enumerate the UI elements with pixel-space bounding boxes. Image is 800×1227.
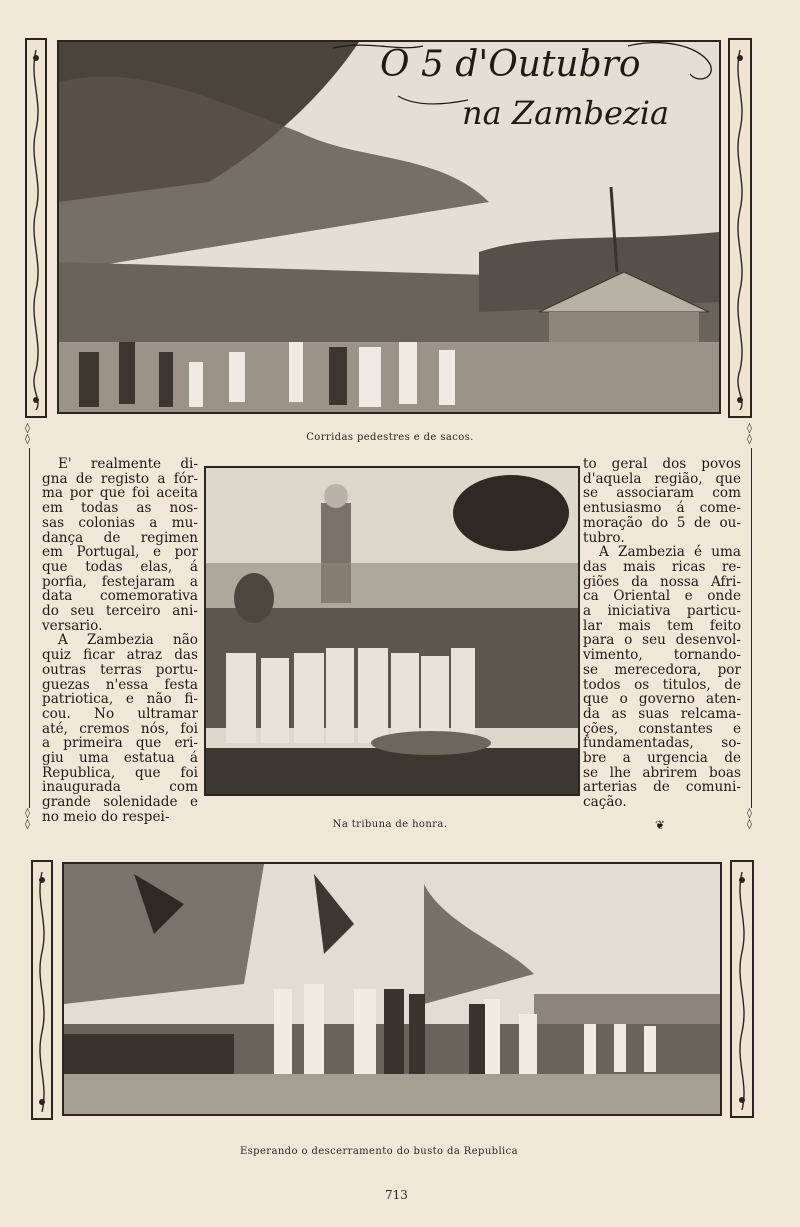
article-text-line: giões da nossa Afri- [583,573,741,590]
article-text-line: entusiasmo á come- [583,500,741,517]
article-text-line: tubro. [583,529,625,546]
diamond-ornament-right-lower: ◊ ◊ [747,808,752,830]
article-title-line2: na Zambezia [462,94,670,132]
article-text-line: data comemorativa [42,588,198,605]
article-text-line: em Portugal, e por [42,544,198,561]
article-text-line: moração do 5 de ou- [583,514,741,531]
article-text-line: a primeira que eri- [42,735,198,752]
ornament-border-right-top [728,38,752,418]
article-text-line: da as suas relcama- [583,705,741,722]
article-text-line: cação. [583,794,627,811]
article-text-line: to geral dos povos [583,456,741,472]
article-text-line: para o seu desenvol- [583,632,741,649]
article-text-line: todos os titulos, de [583,676,741,693]
article-text-line: outras terras portu- [42,661,198,678]
article-column-left [42,457,198,825]
article-text-line: a iniciativa particu- [583,603,741,620]
article-text-line: se associaram com [583,485,741,502]
article-text-line: lar mais tem feito [583,617,741,634]
photo-caption: Corridas pedestres e de sacos. [306,432,474,443]
article-text-line: inaugurada com [42,779,198,796]
ornament-border-left-bottom [31,860,53,1120]
photo-caption: Esperando o descerramento do busto da Republica [239,1146,519,1157]
vertical-rule-right [751,448,752,808]
article-column-right [583,457,741,810]
article-text-line: cou. No ultramar [42,705,198,722]
article-text-line: se merecedora, por [583,661,741,678]
article-text-line: giu uma estatua á [42,750,198,767]
article-text-line: do seu terceiro ani- [42,603,198,620]
ornament-border-right-bottom [730,860,754,1118]
diamond-ornament-left: ◊ ◊ [25,423,30,445]
end-ornament-icon: ❦ [655,818,666,832]
photo-busto [62,862,722,1116]
article-text-line: grande solenidade e [42,794,198,811]
vertical-rule-left [29,448,30,808]
article-text-line: vimento, tornando- [583,647,741,664]
article-text-line: sas colonias a mu- [42,514,198,531]
article-text-line: que o governo aten- [583,691,741,708]
photo-tribuna [204,466,580,796]
article-text-line: d'aquela região, que [583,470,741,487]
article-text-line: ma por que foi aceita [42,485,198,502]
article-text-line: guezas n'essa festa [42,676,198,693]
diamond-ornament-left-lower: ◊ ◊ [25,808,30,830]
article-text-line: versario. [42,617,103,634]
article-text-line: bre a urgencia de [583,750,741,767]
article-title-line1: O 5 d'Outubro [380,44,641,85]
article-text-line: até, cremos nós, foi [42,720,198,737]
article-text-line: quiz ficar atraz das [42,647,198,664]
article-text-line: gna de registo a fór- [42,470,198,487]
article-text-line: no meio do respei- [42,808,170,825]
article-text-line: arterias de comuni- [583,779,741,796]
article-text-line: ca Oriental e onde [583,588,741,605]
article-text-line: fundamentadas, so- [583,735,741,752]
article-text-line: em todas as nos- [42,500,198,517]
title-flourish [328,38,718,138]
article-text-line: dança de regimen [42,529,198,546]
article-text-line: patriotica, e não fi- [42,691,198,708]
photo-caption: Na tribuna de honra. [332,819,448,830]
diamond-ornament-right: ◊ ◊ [747,423,752,445]
article-text-line: que todas elas, á [42,558,198,575]
article-text-line: A Zambezia não [58,632,198,649]
ornament-border-left-top [25,38,47,418]
article-text-line: se lhe abrirem boas [583,764,741,781]
article-text-line: ções, constantes e [583,720,741,737]
article-text-line: porfia, festejaram a [42,573,198,590]
article-text-line: das mais ricas re- [583,558,741,575]
article-text-line: E' realmente di- [58,456,198,472]
page-number: 713 [385,1188,408,1202]
article-text-line: A Zambezia é uma [599,544,741,561]
article-text-line: Republica, que foi [42,764,198,781]
